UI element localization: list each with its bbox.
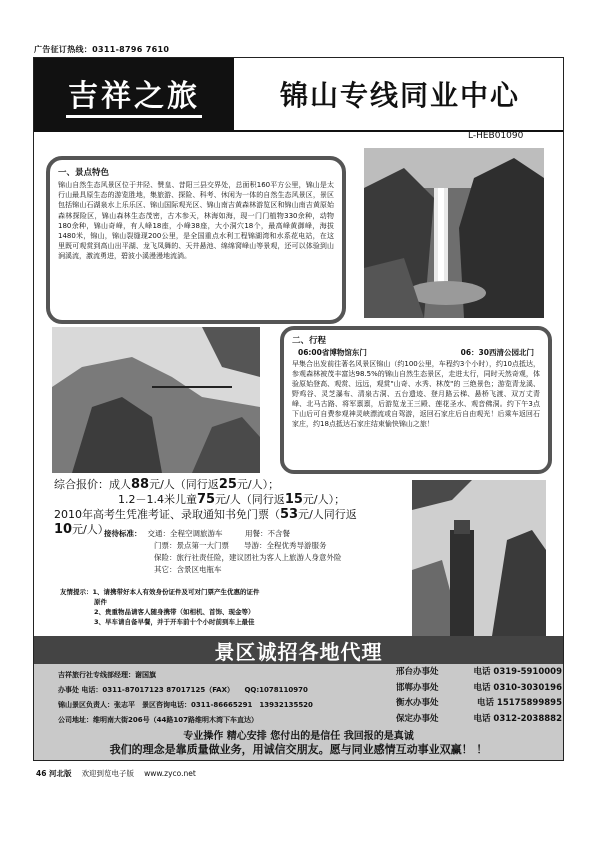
- contact-line: 锦山景区负责人：张志平 景区咨询电话：0311-86665291 13932135520: [58, 701, 313, 709]
- detail-row: 其它：含景区电瓶车: [154, 565, 222, 574]
- contact-info: [58, 668, 388, 728]
- office-row: 邢台办事处 电话 0319-5910009: [396, 667, 562, 677]
- price-line-student: 2010年高考生凭准考证、录取通知书免门票（53元/人同行返 10元/人）: [54, 507, 357, 537]
- departure-points: [292, 346, 540, 359]
- office-row: 保定办事处 电话 0312-2038882: [396, 713, 562, 724]
- section-heading: 一、景点特色: [58, 168, 110, 178]
- attractions-box: [46, 156, 346, 324]
- detail-row: 保险：旅行社责任险，建议团社为客人上旅游人身意外险: [154, 553, 342, 562]
- detail-row: 接待标准： 交通：全程空调旅游车 用餐：不含餐: [104, 529, 290, 538]
- cliff-photo: [52, 327, 260, 473]
- page-number: 46 河北版: [36, 769, 72, 778]
- detail-row: 门票：景点第一大门票 导游：全程优秀导游服务: [154, 541, 327, 550]
- section-heading: 二、行程: [292, 336, 327, 346]
- itinerary-text: 早集合出发前往著名风景区锦山（约100公里，车程约3个小时），约10点抵达，参观森林被茂丰富达98.5%的锦山自然生态景区，走进太行，同时天然奇观，体验原始登高、观赏、远远，观赏"山奇、水秀、林茂"的 三绝景色；游览青龙溪、野鸡谷、灵芝瀑布、清泉古洞、五台遗迹、登月路云梯、悬桥飞渡、双万丈青峰、北马古路、将军禀禀，后游览龙王三殿、莲花圣水、观音佛洞。约下午3点下山后可自费参观神灵峡漂流或自驾游，返回石家庄后自由观光！后乘车返回石家庄，约18点抵达石家庄结束愉快锦山之旅！: [292, 360, 540, 428]
- slogan-line-1: 专业操作 精心安排 您付出的是信任 我回报的是真诚: [183, 731, 414, 742]
- footer-mark: 欢迎到览电子版: [81, 769, 135, 778]
- office-row: 邯郸办事处 电话 0310-3030196: [396, 682, 562, 693]
- tip-line: 3、早车请自备早餐，并于开车前十个小时前到车上最佳: [94, 618, 255, 626]
- page-footer: [36, 768, 196, 779]
- contact-line: 办事处 电话：0311-87017123 87017125（FAX） QQ:1078110970: [58, 686, 308, 694]
- waterfall-photo: [364, 148, 544, 318]
- price-line-child: 1.2－1.4米儿童75元/人（同行返15元/人）；: [118, 492, 346, 507]
- price-line-adult: 综合报价：成人88元/人（同行返25元/人）；: [54, 477, 280, 492]
- contact-line: 公司地址：维明南大街206号（44路107路维明木湾下车直达）: [58, 716, 258, 724]
- slogan: [34, 730, 563, 756]
- friendly-tips: [60, 587, 420, 627]
- departure-left: 06:00省博物馆东门: [298, 348, 367, 357]
- attractions-text: 锦山自然生态风景区位于井陉、赞皇、昔阳三县交界处，总面积160平方公里，锦山是太行山最具原生态的游览胜地，集旅游、探险、科考、休闲为一体的自然生态风景区，景区包括锦山石湖泉水上乐乐区、锦山国际观光区、锦山南吉黄森林游览区和锦山南吉黄原始森林探险区，锦山森林生态茂密，古木参天，林海如海，现一门门植物330余种，动物180余种，锦山奇峰，有人峰18座，小峰38座，大小洞穴18个，最高峰黄御峰，海拔1480米，锦山，锦山裂缝现200公里，是全国重点水利工程锦湖湾和水系花电站，在这里既可观赏到高山出平湖、龙飞凤舞的、天井悬池、绵绵窝峰山等景观，还可以体验到山涧溪流，激流勇进，碧波小溪漫漫地流淌。: [58, 181, 334, 261]
- brand-logo: 吉祥之旅: [34, 58, 234, 130]
- agent-banner: 景区诚招各地代理: [34, 636, 563, 664]
- office-row: 衡水办事处 电话 15175899895: [396, 698, 562, 708]
- itinerary-box: [280, 326, 552, 474]
- service-details: [104, 528, 404, 576]
- tip-line: 友情提示：1、请携带好本人有效身份证件及可对门票产生优惠的证件: [60, 588, 260, 596]
- contact-line: 吉祥旅行社专线部经理：谢国旗: [58, 671, 156, 679]
- tip-line: 原件: [94, 598, 107, 606]
- departure-right: 06：30西清公园北门: [460, 348, 534, 357]
- slogan-line-2: 我们的理念是靠质量做业务，用诚信交朋友。愿与同业感情互动事业双赢！ ！: [109, 743, 488, 756]
- license-code: L-HEB01090: [468, 131, 524, 141]
- rock-pillar-photo: [412, 480, 546, 636]
- ad-hotline: 广告征订热线：0311-8796 7610: [34, 45, 170, 54]
- page-title: 锦山专线同业中心: [279, 79, 520, 112]
- tip-line: 2、贵重物品请客人随身携带（如相机、首饰、现金等）: [94, 608, 255, 616]
- office-list: [396, 665, 562, 727]
- footer-url[interactable]: www.zyco.net: [144, 769, 196, 778]
